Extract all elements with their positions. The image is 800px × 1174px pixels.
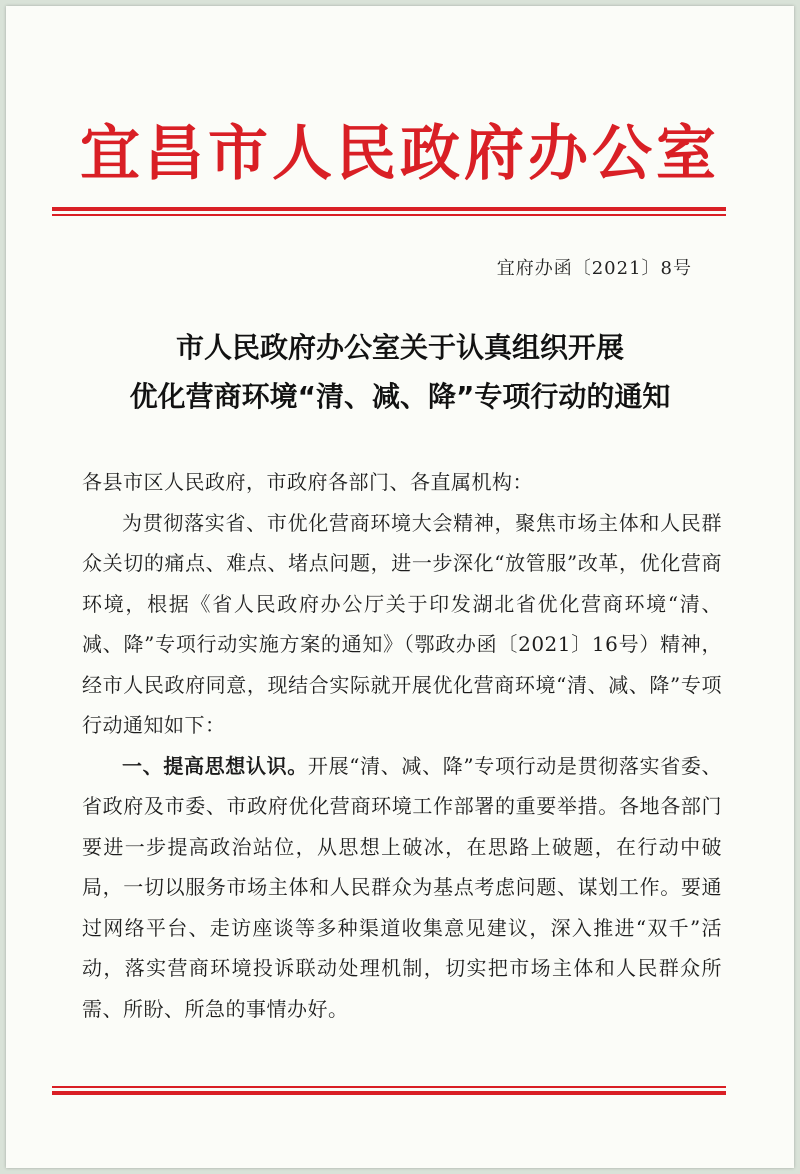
document-title-line-1: 市人民政府办公室关于认真组织开展 [175, 331, 624, 364]
document-number: 宜府办函〔2021〕8号 [496, 258, 692, 279]
letterhead-title: 宜昌市人民政府办公室 [80, 119, 720, 189]
letterhead-red-rule [52, 207, 726, 216]
document-body [82, 462, 722, 1029]
document-page [6, 6, 794, 1168]
section-1-text: 开展“清、减、降”专项行动是贯彻落实省委、省政府及市委、市政府优化营商环境工作部署的重要举措。各地各部门要进一步提高政治站位，从思想上破冰，在思路上破题，在行动中破局，一切以服务市场主体和人民群众为基点考虑问题、谋划工作。要通过网络平台、走访座谈等多种渠道收集意见建议，深入推进“双千”活动，落实营商环境投诉联动处理机制，切实把市场主体和人民群众所需、所盼、所急的事情办好。 [82, 753, 723, 1021]
salutation: 各县市区人民政府，市政府各部门、各直属机构： [82, 470, 533, 494]
document-title-line-2: 优化营商环境“清、减、降”专项行动的通知 [129, 380, 671, 413]
paragraph-intro: 为贯彻落实省、市优化营商环境大会精神，聚焦市场主体和人民群众关切的痛点、难点、堵点问题，进一步深化“放管服”改革，优化营商环境，根据《省人民政府办公厅关于印发湖北省优化营商环境“清、减、降”专项行动实施方案的通知》（鄂政办函〔2021〕16号）精神，经市人民政府同意，现结合实际就开展优化营商环境“清、减、降”专项行动通知如下： [82, 510, 722, 737]
section-1-heading: 一、提高思想认识。 [122, 753, 308, 778]
paragraph-section-1 [82, 746, 722, 1030]
footer-red-rule [52, 1086, 726, 1095]
